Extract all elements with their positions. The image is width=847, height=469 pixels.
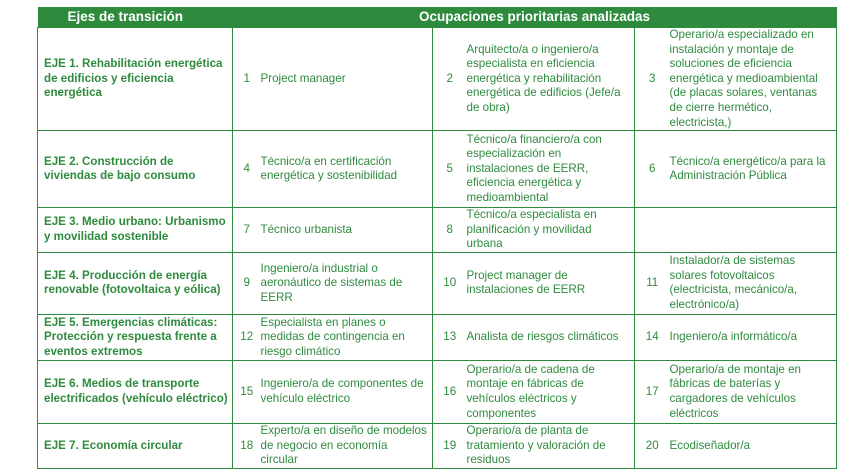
occupation-number: 15 bbox=[233, 360, 261, 423]
table-header-row bbox=[38, 7, 837, 28]
eje-label: EJE 3. Medio urbano: Urbanismo y movilidad sostenible bbox=[38, 208, 233, 253]
occupation-number: 19 bbox=[433, 423, 467, 468]
occupation-number: 11 bbox=[635, 252, 670, 314]
eje-label: EJE 1. Rehabilitación energética de edificios y eficiencia energética bbox=[38, 28, 233, 131]
occupation-text: Experto/a en diseño de modelos de negocio en economía circular bbox=[261, 423, 433, 468]
table-row bbox=[38, 314, 837, 360]
occupation-number: 3 bbox=[635, 28, 670, 131]
occupation-text: Ecodiseñador/a bbox=[670, 423, 837, 468]
occupation-text bbox=[670, 208, 837, 253]
occupation-text: Ingeniero/a de componentes de vehículo eléctrico bbox=[261, 360, 433, 423]
occupation-number: 20 bbox=[635, 423, 670, 468]
occupation-text: Operario/a de planta de tratamiento y valoración de residuos bbox=[467, 423, 635, 468]
occupations-table-container bbox=[37, 7, 836, 469]
occupation-text: Ingeniero/a industrial o aeronáutico de sistemas de EERR bbox=[261, 252, 433, 314]
occupation-number: 18 bbox=[233, 423, 261, 468]
eje-label: EJE 5. Emergencias climáticas: Protección y respuesta frente a eventos extremos bbox=[38, 314, 233, 360]
occupation-number: 10 bbox=[433, 252, 467, 314]
table-row bbox=[38, 360, 837, 423]
occupation-number: 13 bbox=[433, 314, 467, 360]
occupation-number: 4 bbox=[233, 131, 261, 208]
occupation-number: 17 bbox=[635, 360, 670, 423]
occupation-text: Operario/a de montaje en fábricas de baterías y cargadores de vehículos eléctricos bbox=[670, 360, 837, 423]
occupation-text: Técnico urbanista bbox=[261, 208, 433, 253]
occupation-text: Técnico/a en certificación energética y sostenibilidad bbox=[261, 131, 433, 208]
occupation-number: 7 bbox=[233, 208, 261, 253]
occupation-text: Arquitecto/a o ingeniero/a especialista en eficiencia energética y rehabilitación energética de edificios (Jefe/a de obra) bbox=[467, 28, 635, 131]
occupation-number: 8 bbox=[433, 208, 467, 253]
occupation-text: Operario/a de cadena de montaje en fábricas de vehículos eléctricos y componentes bbox=[467, 360, 635, 423]
occupation-number: 6 bbox=[635, 131, 670, 208]
occupation-number: 14 bbox=[635, 314, 670, 360]
eje-label: EJE 6. Medios de transporte electrificados (vehículo eléctrico) bbox=[38, 360, 233, 423]
occupation-text: Ingeniero/a informático/a bbox=[670, 314, 837, 360]
occupation-text: Project manager de instalaciones de EERR bbox=[467, 252, 635, 314]
occupation-text: Técnico/a energético/a para la Administración Pública bbox=[670, 131, 837, 208]
occupation-text: Instalador/a de sistemas solares fotovoltaicos (electricista, mecánico/a, electrónico/a) bbox=[670, 252, 837, 314]
table-row bbox=[38, 252, 837, 314]
eje-label: EJE 4. Producción de energía renovable (fotovoltaica y eólica) bbox=[38, 252, 233, 314]
occupation-text: Operario/a especializado en instalación y montaje de soluciones de eficiencia energética y medioambiental (de placas solares, ventanas de cierre hermético, electricista,) bbox=[670, 28, 837, 131]
occupation-number: 9 bbox=[233, 252, 261, 314]
table-row bbox=[38, 208, 837, 253]
occupations-table bbox=[37, 7, 837, 469]
occupation-number: 16 bbox=[433, 360, 467, 423]
table-row bbox=[38, 131, 837, 208]
occupation-number bbox=[635, 208, 670, 253]
eje-label: EJE 2. Construcción de viviendas de bajo consumo bbox=[38, 131, 233, 208]
occupation-text: Especialista en planes o medidas de contingencia en riesgo climático bbox=[261, 314, 433, 360]
occupation-number: 5 bbox=[433, 131, 467, 208]
occupation-text: Técnico/a especialista en planificación y movilidad urbana bbox=[467, 208, 635, 253]
occupation-text: Técnico/a financiero/a con especialización en instalaciones de EERR, eficiencia energética y medioambiental bbox=[467, 131, 635, 208]
occupation-text: Project manager bbox=[261, 28, 433, 131]
table-row bbox=[38, 423, 837, 468]
occupation-number: 12 bbox=[233, 314, 261, 360]
occupation-number: 2 bbox=[433, 28, 467, 131]
eje-label: EJE 7. Economía circular bbox=[38, 423, 233, 468]
occupation-number: 1 bbox=[233, 28, 261, 131]
header-ocupaciones: Ocupaciones prioritarias analizadas bbox=[233, 7, 837, 28]
header-ejes: Ejes de transición bbox=[38, 7, 233, 28]
table-row bbox=[38, 28, 837, 131]
occupation-text: Analista de riesgos climáticos bbox=[467, 314, 635, 360]
